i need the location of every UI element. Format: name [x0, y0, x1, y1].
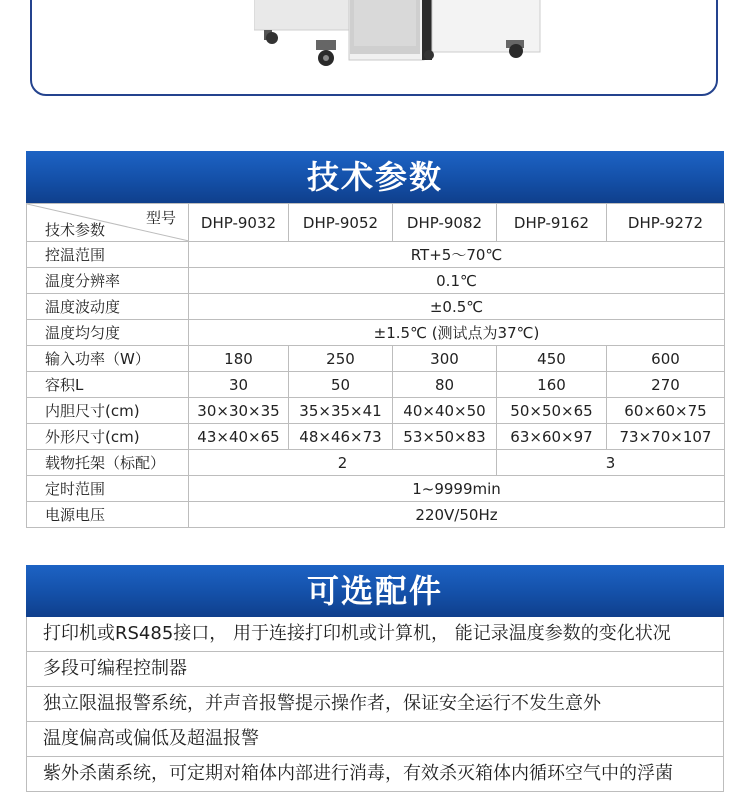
table-row: [27, 320, 725, 346]
row-value: 50×50×65: [497, 398, 607, 424]
row-label: 定时范围: [27, 476, 189, 502]
table-row: [27, 398, 725, 424]
row-value: ±1.5℃ (测试点为37℃): [189, 320, 725, 346]
row-value: 2: [189, 450, 497, 476]
model-cell: DHP-9032: [189, 204, 289, 242]
row-label: 外形尺寸(cm): [27, 424, 189, 450]
row-label: 控温范围: [27, 242, 189, 268]
table-row: [27, 204, 725, 242]
table-row: [27, 476, 725, 502]
row-value: 40×40×50: [393, 398, 497, 424]
row-label: 内胆尺寸(cm): [27, 398, 189, 424]
table-row: [27, 268, 725, 294]
list-item: 打印机或RS485接口， 用于连接打印机或计算机， 能记录温度参数的变化状况: [27, 617, 723, 652]
list-item: 独立限温报警系统，并声音报警提示操作者，保证安全运行不发生意外: [27, 687, 723, 722]
row-value: 80: [393, 372, 497, 398]
row-value: 160: [497, 372, 607, 398]
row-value: 180: [189, 346, 289, 372]
table-row: [27, 502, 725, 528]
table-row: [27, 346, 725, 372]
table-row: [27, 242, 725, 268]
row-value: 250: [289, 346, 393, 372]
row-value: RT+5～70℃: [189, 242, 725, 268]
row-value: 1~9999min: [189, 476, 725, 502]
row-value: 48×46×73: [289, 424, 393, 450]
corner-label-params: 技术参数: [45, 221, 106, 239]
row-value: 35×35×41: [289, 398, 393, 424]
row-label: 温度均匀度: [27, 320, 189, 346]
row-label: 容积L: [27, 372, 189, 398]
spec-table: [26, 203, 725, 528]
row-value: 63×60×97: [497, 424, 607, 450]
table-row: [27, 424, 725, 450]
row-label: 温度分辨率: [27, 268, 189, 294]
row-label: 载物托架（标配）: [27, 450, 189, 476]
row-label: 电源电压: [27, 502, 189, 528]
model-cell: DHP-9162: [497, 204, 607, 242]
table-row: [27, 450, 725, 476]
options-list: [26, 617, 724, 792]
row-value: 60×60×75: [607, 398, 725, 424]
row-value: 450: [497, 346, 607, 372]
list-item: 温度偏高或偏低及超温报警: [27, 722, 723, 757]
row-value: 73×70×107: [607, 424, 725, 450]
row-label: 温度波动度: [27, 294, 189, 320]
spec-section-title: 技术参数: [26, 151, 724, 203]
list-item: 多段可编程控制器: [27, 652, 723, 687]
row-value: 30×30×35: [189, 398, 289, 424]
model-cell: DHP-9052: [289, 204, 393, 242]
row-value: 53×50×83: [393, 424, 497, 450]
row-value: 270: [607, 372, 725, 398]
row-value: 50: [289, 372, 393, 398]
row-value: 300: [393, 346, 497, 372]
corner-header-cell: [27, 204, 189, 242]
row-label: 输入功率（W）: [27, 346, 189, 372]
product-image-frame: [30, 0, 718, 96]
options-section-title: 可选配件: [26, 565, 724, 617]
corner-label-model: 型号: [145, 209, 176, 227]
model-cell: DHP-9082: [393, 204, 497, 242]
row-value: 3: [497, 450, 725, 476]
row-value: 220V/50Hz: [189, 502, 725, 528]
row-value: 600: [607, 346, 725, 372]
row-value: 43×40×65: [189, 424, 289, 450]
row-value: 0.1℃: [189, 268, 725, 294]
table-row: [27, 294, 725, 320]
row-value: 30: [189, 372, 289, 398]
oven-product-image: [254, 0, 544, 68]
table-row: [27, 372, 725, 398]
model-cell: DHP-9272: [607, 204, 725, 242]
row-value: ±0.5℃: [189, 294, 725, 320]
list-item: 紫外杀菌系统，可定期对箱体内部进行消毒，有效杀灭箱体内循环空气中的浮菌: [43, 763, 673, 784]
